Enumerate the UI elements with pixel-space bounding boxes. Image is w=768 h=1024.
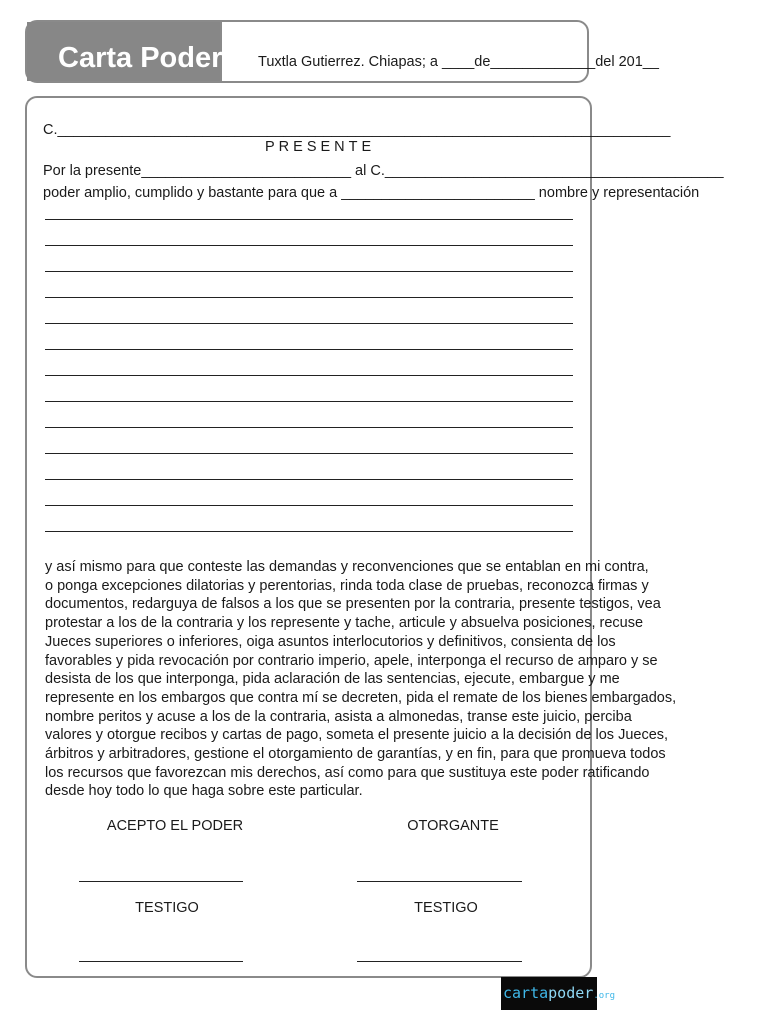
blank-line: [45, 505, 573, 506]
blank-line: [45, 375, 573, 376]
blank-line: [45, 245, 573, 246]
otorgante-label: OTORGANTE: [407, 818, 499, 834]
body-line: Jueces superiores o inferiores, oiga asuntos interlocutorios y definitivos, consienta de los: [45, 633, 616, 650]
presente-heading: PRESENTE: [265, 139, 376, 155]
body-line: favorables y pida revocación por contrario imperio, apele, interponga el recurso de amparo y se: [45, 652, 658, 669]
body-line: desde hoy todo lo que haga sobre este particular.: [45, 783, 363, 800]
body-line: o ponga excepciones dilatorias y perentorias, rinda toda clase de pruebas, reconozca firmas y: [45, 577, 649, 594]
testigo-left-label: TESTIGO: [135, 900, 199, 916]
acepto-label: ACEPTO EL PODER: [106, 818, 244, 834]
blank-line: [45, 479, 573, 480]
signature-line-acepto: [79, 881, 243, 882]
signature-line-testigo-right: [357, 961, 522, 962]
body-line: documentos, redarguya de falsos a los que se presenten por la contraria, presente testigos, vea: [45, 596, 661, 613]
document-title: Carta Poder: [58, 42, 223, 74]
signature-line-otorgante: [357, 881, 522, 882]
body-line: nombre peritos y acuse a los de la contraria, asista a almonedas, transe este juicio, perciba: [45, 708, 632, 725]
blank-line: [45, 349, 573, 350]
blank-line: [45, 323, 573, 324]
body-line: los recursos que favorezcan mis derechos, así como para que sustituya este poder ratificando: [45, 764, 650, 781]
blank-line: [45, 219, 573, 220]
blank-line: [45, 427, 573, 428]
title-block: [27, 22, 222, 81]
body-line: árbitros y arbitradores, gestione el otorgamiento de garantías, y en fin, para que promueva todos: [45, 746, 666, 763]
body-line: represente en los embargos que contra mí se decreten, pida el remate de los bienes embargados,: [45, 689, 677, 706]
blank-line: [45, 297, 573, 298]
body-line: desista de los que interponga, pida aclaración de las sentencias, ejecute, embargue y me: [45, 671, 620, 688]
header-box: [25, 20, 589, 83]
body-line: y así mismo para que conteste las demandas y reconvenciones que se entablan en mi contra,: [45, 559, 649, 575]
form-box: [25, 96, 592, 978]
testigo-right-label: TESTIGO: [414, 900, 478, 916]
blank-line: [45, 271, 573, 272]
cartapoder-logo: cartapoder.org: [501, 977, 597, 1010]
blank-line: [45, 401, 573, 402]
body-line: valores y otorgue recibos y cartas de pago, someta el presente juicio a la decisión de los Jueces,: [45, 727, 669, 744]
recipient-line: C.____________________________________________________________________________: [43, 122, 671, 138]
blank-line: [45, 531, 573, 532]
intro-line: Por la presente__________________________ al C.__________________________________________: [43, 163, 724, 179]
signature-line-testigo-left: [79, 961, 243, 962]
body-paragraph: [45, 558, 676, 801]
body-line: protestar a los de la contraria y los represente y tache, articule y absuelva posiciones, recuse: [45, 615, 644, 632]
power-line: poder amplio, cumplido y bastante para que a ________________________ nombre y representación: [43, 185, 700, 201]
place-date-line: Tuxtla Gutierrez. Chiapas; a ____de_____________del 201__: [258, 54, 659, 70]
blank-line: [45, 453, 573, 454]
